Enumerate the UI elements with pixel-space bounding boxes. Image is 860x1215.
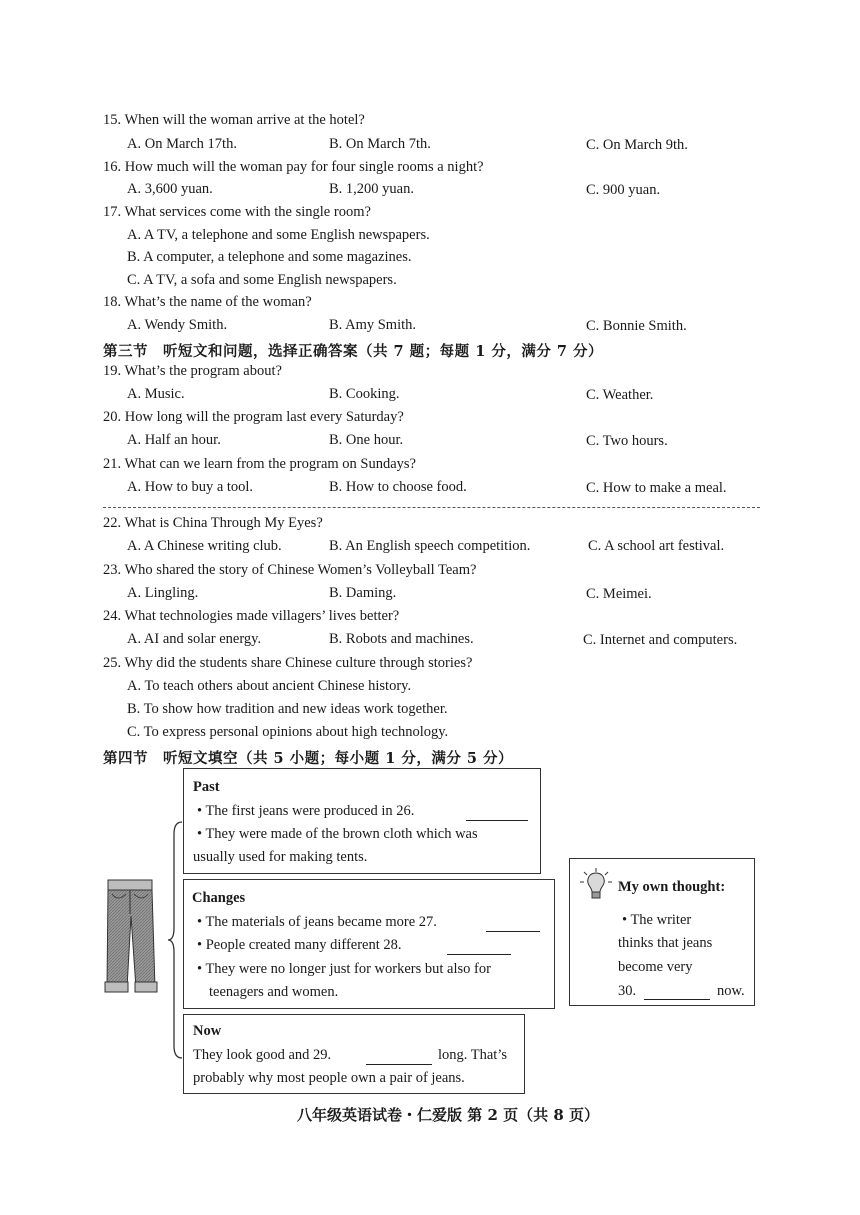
past-line-2: • They were made of the brown cloth which was bbox=[197, 826, 478, 842]
thought-line-1: • The writer bbox=[622, 912, 692, 928]
past-title: Past bbox=[193, 779, 220, 795]
option-23-a: A. Lingling. bbox=[127, 585, 199, 601]
option-25-c: C. To express personal opinions about high technology. bbox=[127, 724, 449, 740]
thought-box bbox=[569, 858, 755, 1006]
option-23-c: C. Meimei. bbox=[586, 586, 652, 602]
option-20-c: C. Two hours. bbox=[586, 433, 668, 449]
changes-line-1: • The materials of jeans became more 27. bbox=[197, 914, 437, 930]
option-25-b: B. To show how tradition and new ideas work together. bbox=[127, 701, 448, 717]
option-15-c: C. On March 9th. bbox=[586, 137, 688, 153]
question-23: 23. Who shared the story of Chinese Women’s Volleyball Team? bbox=[103, 562, 477, 578]
option-23-b: B. Daming. bbox=[329, 585, 397, 601]
option-21-c: C. How to make a meal. bbox=[586, 480, 727, 496]
changes-line-3: • They were no longer just for workers but also for bbox=[197, 961, 491, 977]
now-box bbox=[183, 1014, 525, 1094]
option-22-c: C. A school art festival. bbox=[588, 538, 725, 554]
question-15: 15. When will the woman arrive at the hotel? bbox=[103, 112, 365, 128]
option-18-a: A. Wendy Smith. bbox=[127, 317, 228, 333]
option-19-b: B. Cooking. bbox=[329, 386, 400, 402]
jeans-icon bbox=[100, 876, 162, 1000]
option-20-a: A. Half an hour. bbox=[127, 432, 221, 448]
question-22: 22. What is China Through My Eyes? bbox=[103, 515, 323, 531]
question-19: 19. What’s the program about? bbox=[103, 363, 282, 379]
blank-30[interactable] bbox=[644, 998, 710, 1000]
blank-28[interactable] bbox=[447, 953, 511, 955]
thought-line-4a: 30. bbox=[618, 983, 637, 999]
changes-line-2: • People created many different 28. bbox=[197, 937, 402, 953]
option-21-a: A. How to buy a tool. bbox=[127, 479, 254, 495]
question-17: 17. What services come with the single room? bbox=[103, 204, 371, 220]
option-19-a: A. Music. bbox=[127, 386, 185, 402]
option-18-c: C. Bonnie Smith. bbox=[586, 318, 687, 334]
option-21-b: B. How to choose food. bbox=[329, 479, 467, 495]
now-line-1b: long. That’s bbox=[438, 1047, 508, 1063]
option-18-b: B. Amy Smith. bbox=[329, 317, 417, 333]
option-22-b: B. An English speech competition. bbox=[329, 538, 531, 554]
option-22-a: A. A Chinese writing club. bbox=[127, 538, 282, 554]
option-24-c: C. Internet and computers. bbox=[583, 632, 738, 648]
blank-27[interactable] bbox=[486, 930, 540, 932]
lightbulb-icon bbox=[578, 867, 614, 901]
changes-title: Changes bbox=[192, 890, 246, 906]
thought-line-2: thinks that jeans bbox=[618, 935, 713, 951]
brace-icon bbox=[166, 820, 184, 1060]
past-box bbox=[183, 768, 541, 874]
option-17-a: A. A TV, a telephone and some English newspapers. bbox=[127, 227, 430, 243]
option-15-b: B. On March 7th. bbox=[329, 136, 431, 152]
section-3-heading: 第三节 听短文和问题，选择正确答案（共 7 题；每题 1 分，满分 7 分） bbox=[103, 343, 604, 360]
changes-box bbox=[183, 879, 555, 1009]
question-21: 21. What can we learn from the program on Sundays? bbox=[103, 456, 416, 472]
question-20: 20. How long will the program last every Saturday? bbox=[103, 409, 404, 425]
past-line-1: • The first jeans were produced in 26. bbox=[197, 803, 415, 819]
option-25-a: A. To teach others about ancient Chinese history. bbox=[127, 678, 412, 694]
section-4-heading: 第四节 听短文填空（共 5 小题；每小题 1 分，满分 5 分） bbox=[103, 750, 514, 767]
option-24-b: B. Robots and machines. bbox=[329, 631, 474, 647]
now-line-2: probably why most people own a pair of jeans. bbox=[193, 1070, 465, 1086]
now-title: Now bbox=[193, 1023, 222, 1039]
option-16-a: A. 3,600 yuan. bbox=[127, 181, 213, 197]
thought-title: My own thought: bbox=[618, 879, 726, 895]
option-16-b: B. 1,200 yuan. bbox=[329, 181, 414, 197]
dashed-divider bbox=[103, 507, 760, 508]
thought-line-4b: now. bbox=[717, 983, 745, 999]
page-footer: 八年级英语试卷・仁爱版 第 2 页（共 8 页） bbox=[297, 1106, 599, 1124]
question-25: 25. Why did the students share Chinese culture through stories? bbox=[103, 655, 473, 671]
option-17-c: C. A TV, a sofa and some English newspapers. bbox=[127, 272, 397, 288]
option-20-b: B. One hour. bbox=[329, 432, 404, 448]
now-line-1a: They look good and 29. bbox=[193, 1047, 332, 1063]
question-18: 18. What’s the name of the woman? bbox=[103, 294, 312, 310]
option-16-c: C. 900 yuan. bbox=[586, 182, 661, 198]
question-24: 24. What technologies made villagers’ lives better? bbox=[103, 608, 400, 624]
changes-line-4: teenagers and women. bbox=[209, 984, 339, 1000]
blank-29[interactable] bbox=[366, 1063, 432, 1065]
option-15-a: A. On March 17th. bbox=[127, 136, 237, 152]
option-19-c: C. Weather. bbox=[586, 387, 654, 403]
thought-line-3: become very bbox=[618, 959, 693, 975]
past-line-3: usually used for making tents. bbox=[193, 849, 368, 865]
option-17-b: B. A computer, a telephone and some magazines. bbox=[127, 249, 412, 265]
question-16: 16. How much will the woman pay for four single rooms a night? bbox=[103, 159, 484, 175]
blank-26[interactable] bbox=[466, 819, 528, 821]
option-24-a: A. AI and solar energy. bbox=[127, 631, 262, 647]
